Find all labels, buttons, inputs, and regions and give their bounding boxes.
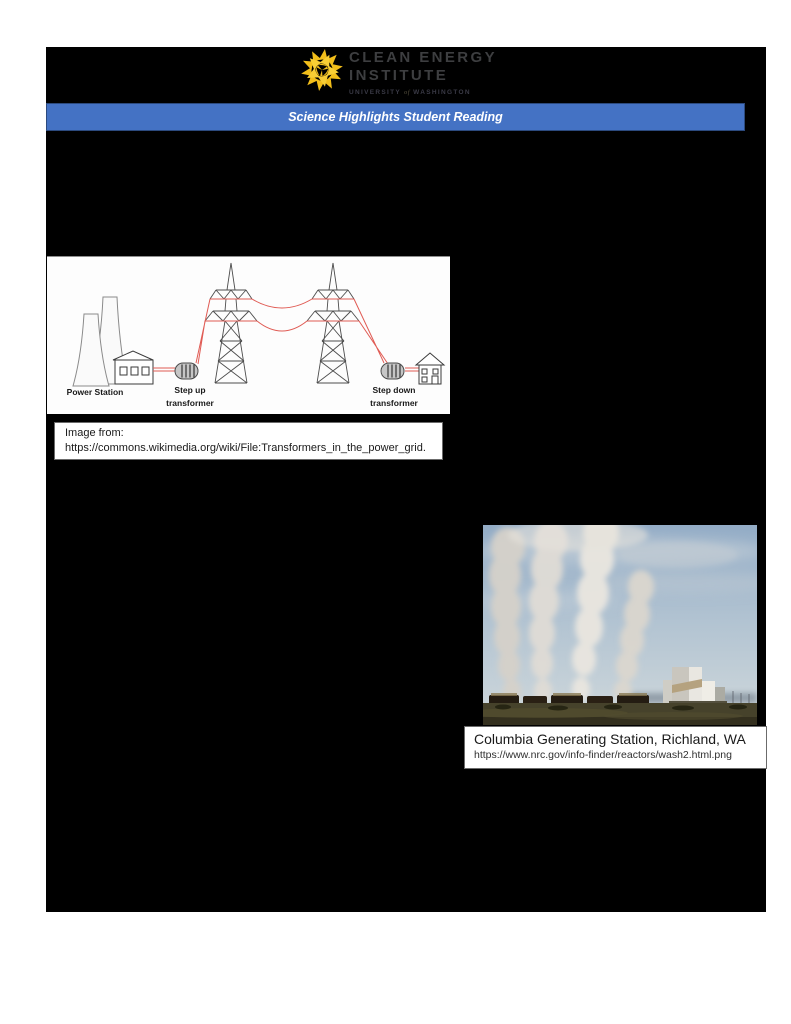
banner-science-highlights (46, 103, 745, 131)
label-step-down-1: Step down (372, 385, 416, 395)
diagram-labels (67, 385, 419, 408)
label-step-up-1: Step up (174, 385, 206, 395)
photo-ground (483, 703, 757, 725)
logo-subtitle-university: UNIVERSITY (349, 89, 401, 96)
house (416, 353, 444, 384)
photo-caption-title: Columbia Generating Station, Richland, WA (474, 731, 746, 747)
logo-title-line1: CLEAN ENERGY (349, 49, 497, 66)
power-lines (153, 299, 419, 371)
logo-title-line2: INSTITUTE (349, 67, 449, 84)
label-step-down-2: transformer (370, 398, 418, 408)
diagram-caption-line1: Image from: (65, 427, 124, 439)
sun-logo-icon (300, 46, 344, 94)
transmission-tower-right (307, 263, 359, 383)
step-up-transformer (175, 363, 198, 379)
label-power-station: Power Station (66, 387, 124, 397)
columbia-station-photo-art (483, 525, 757, 725)
content-area (46, 47, 766, 912)
photo-caption-url: https://www.nrc.gov/info-finder/reactors/wash2.html.png (474, 749, 732, 761)
logo-subtitle (349, 88, 497, 97)
diagram-caption (54, 422, 443, 460)
step-down-transformer (381, 363, 404, 379)
banner-text: Science Highlights Student Reading (288, 110, 503, 124)
power-grid-diagram (47, 256, 450, 414)
transmission-tower-left (205, 263, 257, 383)
diagram-caption-line2: https://commons.wikimedia.org/wiki/File:Transformers_in_the_power_grid. (65, 442, 426, 454)
power-grid-diagram-art (47, 257, 450, 414)
columbia-station-photo (483, 525, 757, 725)
label-step-up-2: transformer (166, 398, 214, 408)
logo-subtitle-washington: WASHINGTON (413, 89, 471, 96)
logo-subtitle-of: of (404, 89, 411, 96)
photo-caption (464, 726, 767, 769)
logo-text (349, 49, 497, 97)
